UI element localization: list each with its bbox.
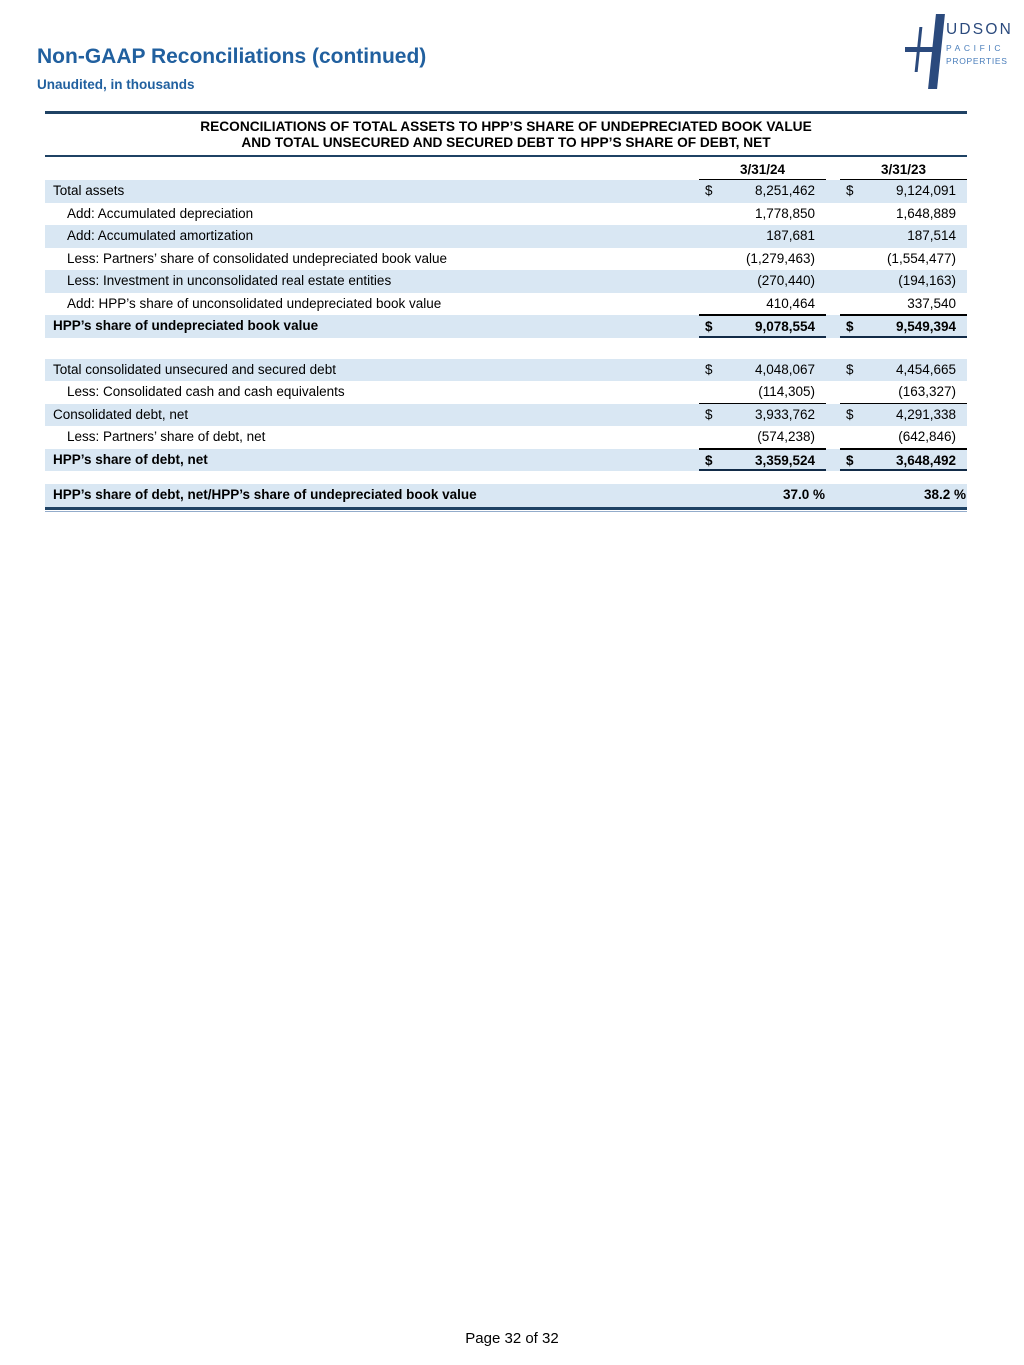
hudson-pacific-logo (905, 14, 1013, 90)
logo-word-hudson: UDSON (946, 21, 1013, 38)
row-label: Add: HPP’s share of unconsolidated undepreciated book value (67, 295, 442, 311)
row-label: Add: Accumulated amortization (67, 228, 254, 243)
currency-symbol-col1 (699, 270, 721, 293)
currency-symbol-col1: $ (705, 406, 713, 422)
table-row (45, 293, 967, 316)
row-label: Less: Partners’ share of debt, net (67, 429, 266, 444)
value-col1: 3,933,762 (754, 406, 815, 422)
document-header (37, 45, 426, 92)
row-label: Total consolidated unsecured and secured debt (53, 361, 336, 377)
column-gap (826, 270, 840, 293)
table-row (45, 225, 967, 248)
currency-symbol-col2: $ (846, 406, 854, 422)
table-row (45, 270, 967, 293)
table-row (45, 203, 967, 226)
currency-symbol-col2: $ (846, 183, 854, 198)
currency-symbol-col1 (699, 248, 721, 271)
value-col2: (642,846) (862, 426, 967, 449)
value-col1: 37.0 % (782, 487, 825, 502)
value-col1: (114,305) (721, 381, 826, 404)
logo-word-properties: PROPERTIES (946, 55, 1008, 66)
value-col2: (163,327) (862, 381, 967, 404)
reconciliation-table (45, 111, 967, 512)
logo-h-main-bar-icon (928, 14, 945, 89)
value-col2: (1,554,477) (886, 250, 956, 266)
currency-symbol-col2 (840, 426, 862, 449)
value-col2: (194,163) (898, 273, 956, 288)
currency-symbol-col2 (840, 484, 862, 507)
currency-symbol-col1 (699, 426, 721, 449)
table-body (45, 180, 967, 507)
currency-symbol-col2 (840, 225, 862, 248)
column-gap (826, 315, 840, 338)
table-title-line1: RECONCILIATIONS OF TOTAL ASSETS TO HPP’S SHARE OF UNDEPRECIATED BOOK VALUE (200, 119, 812, 134)
value-col1: (574,238) (721, 426, 826, 449)
currency-symbol-col1: $ (699, 449, 721, 472)
row-label: Total assets (53, 183, 125, 198)
value-col1: 9,078,554 (721, 315, 826, 338)
logo-wordmark (946, 21, 1013, 66)
table-title (45, 114, 967, 155)
table-row (45, 449, 967, 472)
value-col1: 1,778,850 (754, 205, 815, 221)
row-label: Less: Investment in unconsolidated real estate entities (67, 273, 392, 288)
currency-symbol-col1 (699, 381, 721, 404)
currency-symbol-col1 (699, 203, 721, 226)
currency-symbol-col1 (699, 225, 721, 248)
value-col2: 9,549,394 (862, 315, 967, 338)
table-row (45, 426, 967, 449)
currency-symbol-col1 (699, 484, 721, 507)
currency-symbol-col2: $ (846, 361, 854, 377)
column-header-date-2: 3/31/23 (840, 159, 967, 180)
currency-symbol-col2 (840, 248, 862, 271)
table-row (45, 359, 967, 382)
table-row (45, 180, 967, 203)
row-label: HPP’s share of debt, net (53, 451, 208, 467)
table-bottom-rule-thin (45, 511, 967, 512)
currency-symbol-col1 (699, 293, 721, 316)
currency-symbol-col2 (840, 381, 862, 404)
table-title-line2: AND TOTAL UNSECURED AND SECURED DEBT TO HPP’S SHARE OF DEBT, NET (241, 135, 771, 150)
table-row (45, 315, 967, 338)
column-gap (826, 404, 840, 427)
currency-symbol-col2 (840, 293, 862, 316)
table-row (45, 484, 967, 507)
column-gap (826, 203, 840, 226)
value-col1: (1,279,463) (745, 250, 815, 266)
value-col2: 3,648,492 (862, 449, 967, 472)
value-col2: 38.2 % (923, 487, 966, 502)
row-label: Less: Partners’ share of consolidated undepreciated book value (67, 250, 447, 266)
currency-symbol-col2: $ (840, 315, 862, 338)
section-spacer (45, 471, 967, 484)
currency-symbol-col2: $ (840, 449, 862, 472)
value-col1: 410,464 (721, 293, 826, 316)
value-col1: (270,440) (757, 273, 815, 288)
value-col2: 187,514 (907, 228, 956, 243)
value-col2: 337,540 (862, 293, 967, 316)
table-row (45, 404, 967, 427)
column-header-date-1: 3/31/24 (699, 159, 826, 180)
table-column-headers (45, 159, 967, 180)
table-row (45, 381, 967, 404)
row-label: HPP’s share of undepreciated book value (53, 318, 319, 333)
table-bottom-rule (45, 507, 967, 510)
currency-symbol-col2 (840, 203, 862, 226)
column-gap (826, 293, 840, 316)
row-label: Add: Accumulated depreciation (67, 205, 254, 221)
value-col1: 187,681 (766, 228, 815, 243)
column-gap (826, 225, 840, 248)
value-col2: 9,124,091 (895, 183, 956, 198)
row-label: HPP’s share of debt, net/HPP’s share of undepreciated book value (53, 487, 477, 502)
value-col1: 8,251,462 (754, 183, 815, 198)
row-label: Consolidated debt, net (53, 406, 189, 422)
column-gap (826, 426, 840, 449)
currency-symbol-col1: $ (699, 315, 721, 338)
currency-symbol-col1: $ (705, 183, 713, 198)
page-subtitle: Unaudited, in thousands (37, 77, 195, 92)
logo-word-pacific: PACIFIC (946, 43, 1005, 53)
currency-symbol-col1: $ (705, 361, 713, 377)
value-col2: 4,291,338 (895, 406, 956, 422)
value-col2: 4,454,665 (895, 361, 956, 377)
row-label: Less: Consolidated cash and cash equivalents (67, 384, 345, 399)
page-title: Non-GAAP Reconciliations (continued) (37, 45, 427, 68)
column-gap (826, 359, 840, 382)
table-header-rule (45, 155, 967, 157)
column-gap (826, 449, 840, 472)
page-number: Page 32 of 32 (465, 1330, 559, 1347)
value-col1: 3,359,524 (721, 449, 826, 472)
value-col2: 1,648,889 (895, 205, 956, 221)
column-gap (826, 381, 840, 404)
table-row (45, 248, 967, 271)
column-gap (826, 484, 840, 507)
section-spacer (45, 338, 967, 359)
column-gap (826, 159, 840, 180)
column-gap (826, 180, 840, 203)
column-gap (826, 248, 840, 271)
currency-symbol-col2 (840, 270, 862, 293)
column-header-spacer (45, 159, 699, 180)
value-col1: 4,048,067 (754, 361, 815, 377)
